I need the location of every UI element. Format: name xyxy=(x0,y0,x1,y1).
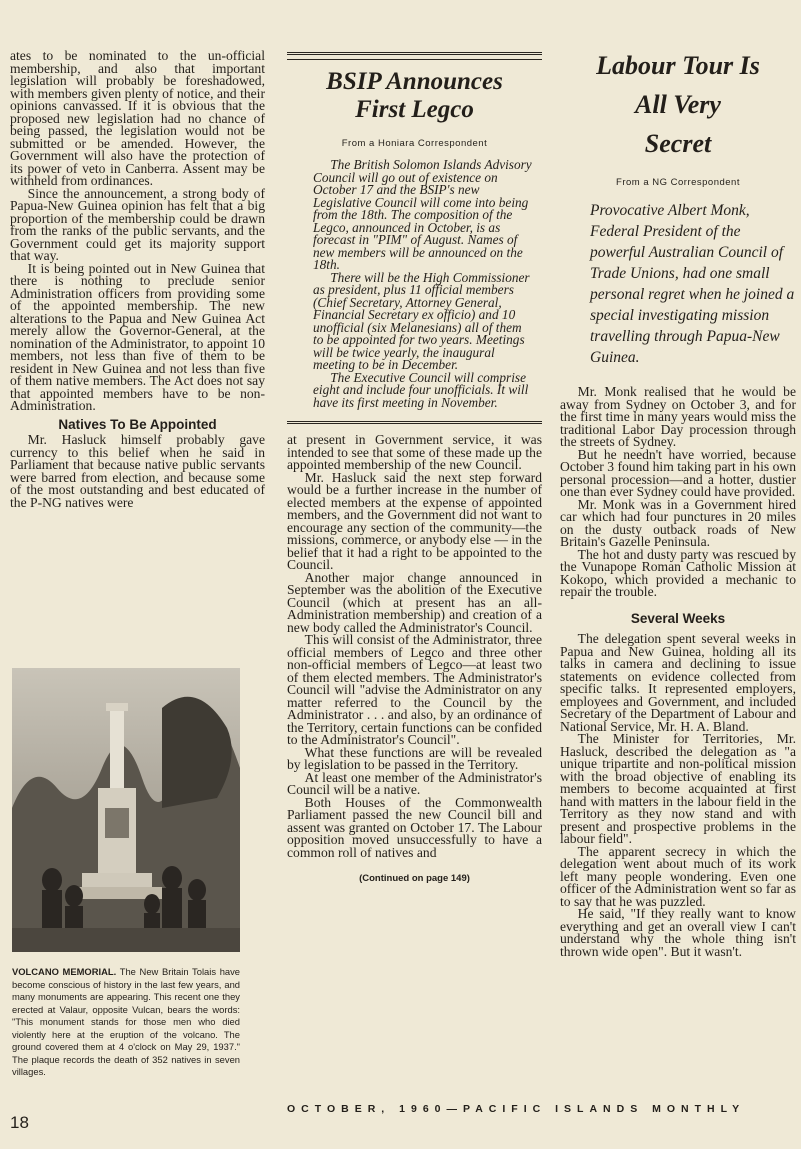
photo-image xyxy=(12,668,240,952)
column-middle xyxy=(287,0,542,884)
paragraph: Another major change announced in September was the abolition of the Executive Council (which at present has an all-Administration membership) and creation of a new body called the Administrator's Council. xyxy=(287,569,542,635)
caption-text: The New Britain Tolais have become conscious of history in the last few years, and many monuments are appearing. This recent one they erected at Valaur, opposite Vulcan, bears the words: "This monument stands for those men who died violently here at the eruption of the volcano. The ground covered them at 4 o'clock on May 29, 1937." The plaque records the death of 352 natives in seven villages. xyxy=(12,966,241,1077)
paragraph: It is being pointed out in New Guinea that there is nothing to preclude senior Administration officers from providing some of the appointed membership. The new alterations to the Papua and New Guinea Act merely allow the Governor-General, at the nomination of the Administrator, to appoint 10 members, not less than five of them to be resident in New Guinea and not less than five of them native members. The Act does not say that appointed members have to be non-Administration. xyxy=(10,260,265,413)
section-rule xyxy=(287,421,542,424)
volcano-memorial-photo xyxy=(12,668,240,952)
subheading: Natives To Be Appointed xyxy=(58,416,217,432)
paragraph: The Minister for Territories, Mr. Hasluck, described the delegation as "a unique tripartite and non-political mission with the broad objective of enabling its members to become acquainted at first hand with matters in the labour field in the Territory as they now stand and with present and prospective problems in the labour field". xyxy=(560,731,796,846)
top-rule-thin xyxy=(287,59,542,60)
subheading: Several Weeks xyxy=(630,610,726,626)
paragraph: The apparent secrecy in which the delegation went about much of its work left many people wondering. Even one officer of the Administration went so far as to say that he was puzzled. xyxy=(560,843,796,909)
standfirst-paragraph: There will be the High Commissioner as president, plus 11 official members (Chief Secretary, Attorney General, Financial Secretary ex officio) and 10 unofficial (six Melanesians) all of them to be appointed for two years. Meetings will be twice yearly, the inaugural meeting to be in December. xyxy=(313,269,530,372)
byline: From a Honiara Correspondent xyxy=(341,138,488,149)
standfirst-paragraph: The British Solomon Islands Advisory Council will go out of existence on October 17 and the BSIP's new Legislative Council will come into being from the 18th. The composition of the Legco, announced in October, is as forecast in "PIM" of August. Names of new members will be announced on the 18th. xyxy=(313,157,532,272)
standfirst-paragraph: The Executive Council will comprise eight and include four unofficials. It will have its first meeting in November. xyxy=(313,369,529,410)
headline-line: Secret xyxy=(644,129,712,158)
article-body xyxy=(287,434,542,859)
paragraph: Since the announcement, a strong body of Papua-New Guinea opinion has felt that a big proportion of the membership could be drawn from the ranks of the public servants, and the Government could get its majority support that way. xyxy=(10,185,265,263)
paragraph: ates to be nominated to the un-official membership, and also that important legislation will probably be foreshadowed, with members given plenty of notice, and their opinions canvassed. If it is obvious that the proposed new legislation had no chance of being passed, the legislation would not be submitted or be amended. However, the Government will also have the protection of its power of veto in Canberra. Assent may be withheld from ordinances. xyxy=(10,48,265,188)
paragraph: The delegation spent several weeks in Papua and New Guinea, holding all its talks in camera and declining to issue statements on evidence collected from specific talks. It represented employers, employees and Government, and included Secretary of the Department of Labour and National Service, Mr. H. A. Bland. xyxy=(560,631,796,734)
continued-note: (Continued on page 149) xyxy=(359,873,470,884)
paragraph: What these functions are will be revealed by legislation to be passed in the Territory. xyxy=(287,744,542,772)
paragraph: Mr. Hasluck himself probably gave currency to this belief when he said in Parliament that because native public servants were barred from election, and because some of the most outstanding and best educated of the P-NG natives were xyxy=(10,432,265,510)
paragraph: Both Houses of the Commonwealth Parliament passed the new Council bill and assent was granted on October 17. The Labour opposition moved unsuccessfully to have a common roll of natives and xyxy=(287,794,542,860)
top-rule xyxy=(287,52,542,55)
paragraph: at present in Government service, it was intended to see that some of these made up the appointed membership of the new Council. xyxy=(287,432,542,472)
headline-bsip xyxy=(287,68,542,124)
paragraph: Mr. Monk was in a Government hired car which had four punctures in 20 miles on the dusty outback roads of New Britain's Gazelle Peninsula. xyxy=(560,496,796,549)
paragraph: This will consist of the Administrator, three official members of Legco and three other non-official members of Legco—at least two of them elected members. The Administrator's Council will "advise the Administrator on any matter referred to the Council by the Administrator . . . and also, by an ordinance of the Territory, certain functions can be confided to the Administrator's Council". xyxy=(287,632,542,747)
paragraph: Mr. Hasluck said the next step forward would be a further increase in the number of elected members at the expense of appointed members, and the Government did not want to encourage any section of the community—the missions, commerce, or anybody else — in the belief that it had a right to be appointed to the Council. xyxy=(287,469,542,572)
page-footer: OCTOBER, 1960—PACIFIC ISLANDS MONTHLY xyxy=(287,1103,746,1115)
article-body-continued xyxy=(10,50,265,509)
byline: From a NG Correspondent xyxy=(616,177,740,188)
photo-caption xyxy=(12,966,240,1079)
headline-line: BSIP Announces xyxy=(326,68,503,95)
standfirst: Provocative Albert Monk, Federal President of the powerful Australian Council of Trade Unions, had one small personal regret when he joined a special investigating mission travelling through Papua-New Guinea. xyxy=(590,202,795,366)
headline-line: First Legco xyxy=(355,96,474,123)
paragraph: At least one member of the Administrator's Council will be a native. xyxy=(287,769,542,797)
headline-line: Labour Tour Is xyxy=(596,51,760,80)
paragraph: But he needn't have worried, because October 3 found him taking part in his own personal procession—and a hotter, dustier one than ever Sydney could have provided. xyxy=(560,446,796,499)
column-right xyxy=(560,0,796,958)
paragraph: Mr. Monk realised that he would be away from Sydney on October 3, and for the first time in many years would miss the traditional Labor Day procession through the streets of Sydney. xyxy=(560,384,796,449)
paragraph: The hot and dusty party was rescued by the Vunapope Roman Catholic Mission at Kokopo, which provided a mechanic to repair the trouble. xyxy=(560,546,796,599)
page-number: 18 xyxy=(10,1113,29,1132)
headline-labour-tour xyxy=(560,46,796,163)
article-body xyxy=(560,386,796,958)
column-left xyxy=(10,0,265,509)
paragraph: He said, "If they really want to know everything and get an overall view I can't understand why the whole thing isn't thrown wide open". But it wasn't. xyxy=(560,906,796,959)
headline-line: All Very xyxy=(635,90,721,119)
caption-lead: VOLCANO MEMORIAL. xyxy=(12,966,117,977)
standfirst xyxy=(287,159,542,409)
